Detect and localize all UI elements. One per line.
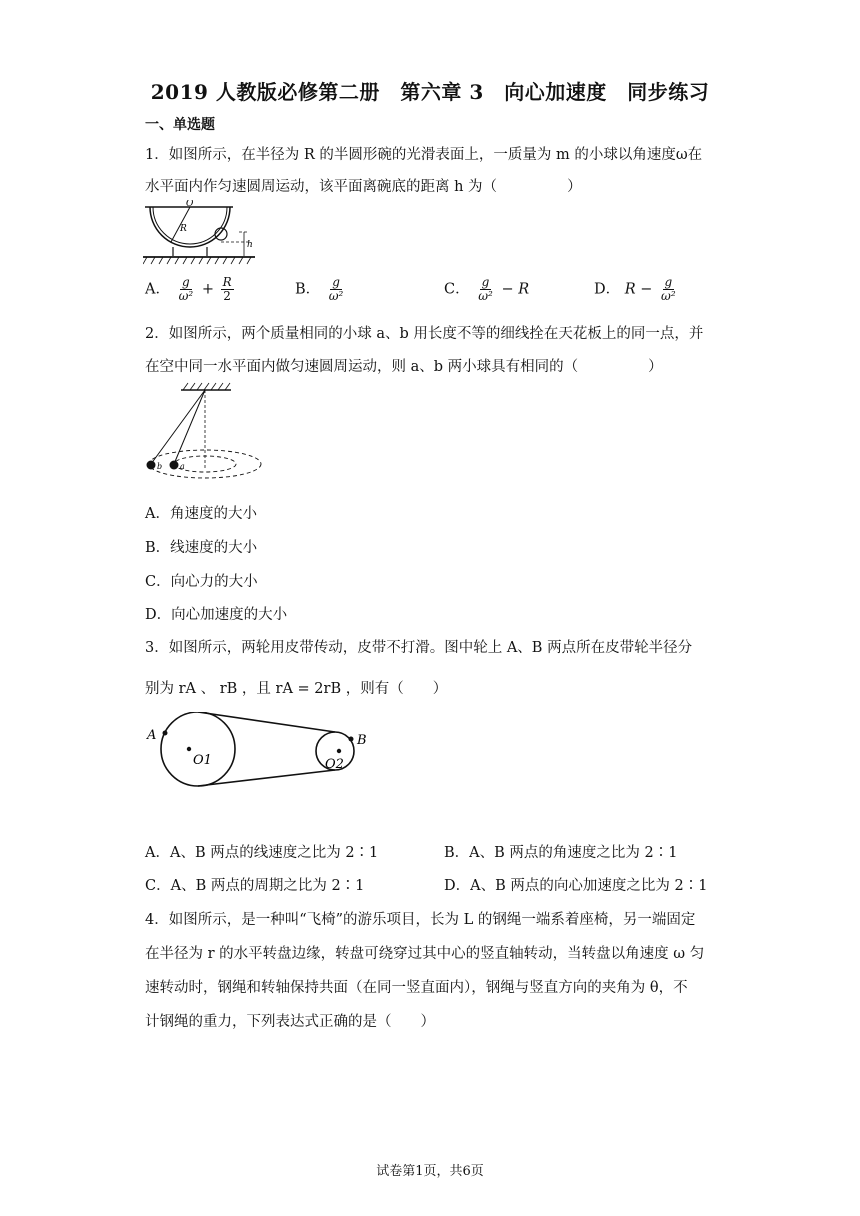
fig-label-h: h xyxy=(247,240,253,250)
fig-label-b: B xyxy=(357,733,367,748)
q1-option-d: D． R − $\frac{g}{\text{ω²}}$ xyxy=(594,275,676,303)
q4-stem-line3: 速转动时，钢绳和转轴保持共面（在同一竖直面内），钢绳与竖直方向的夹角为 θ，不 xyxy=(145,980,688,996)
section-heading: 一、单选题 xyxy=(145,117,215,133)
q2-option-a: A．角速度的大小 xyxy=(145,506,257,522)
q3-stem-line1: 3．如图所示，两轮用皮带传动，皮带不打滑。图中轮上 A、B 两点所在皮带轮半径分 xyxy=(145,640,693,656)
q2-option-b: B．线速度的大小 xyxy=(145,540,258,556)
page-footer: 试卷第1页，共6页 xyxy=(376,1164,484,1179)
q1-option-c: C． $\frac{g}{\text{ω²}}$ − R xyxy=(444,275,530,303)
q4-stem-line4: 计钢绳的重力，下列表达式正确的是（ ） xyxy=(145,1014,435,1030)
q1-option-a: A． $\frac{g}{\text{ω²}}$ + $\frac{R}{2}$ xyxy=(145,275,232,303)
q3-option-b: B．A、B 两点的角速度之比为 2∶1 xyxy=(444,845,678,861)
fig-label-o: O xyxy=(186,200,194,209)
q2-pendulum-figure xyxy=(143,380,268,480)
q1-stem-line2: 水平面内作匀速圆周运动，该平面离碗底的距离 h 为（ ） xyxy=(145,179,582,195)
q3-option-d: D．A、B 两点的向心加速度之比为 2∶1 xyxy=(444,878,708,894)
fig-label-a: a xyxy=(180,462,185,471)
q2-option-c: C．向心力的大小 xyxy=(145,574,258,590)
q3-stem-line2: 别为 rA 、 rB ，且 rA = 2rB ，则有（ ） xyxy=(145,681,448,697)
fig-label-o2: O2 xyxy=(325,757,344,772)
q2-stem-line1: 2．如图所示，两个质量相同的小球 a、b 用长度不等的细线拴在天花板上的同一点，并 xyxy=(145,326,704,342)
q3-option-c: C．A、B 两点的周期之比为 2∶1 xyxy=(145,878,365,894)
q4-stem-line2: 在半径为 r 的水平转盘边缘，转盘可绕穿过其中心的竖直轴转动，当转盘以角速度 ω 匀 xyxy=(145,946,705,962)
fig-label-r: R xyxy=(180,224,187,234)
fig-label-a: A xyxy=(147,728,157,743)
q1-option-b: B． $\frac{g}{\text{ω²}}$ xyxy=(295,275,344,303)
fig-label-b: b xyxy=(157,462,163,471)
q2-option-d: D．向心加速度的大小 xyxy=(145,607,288,623)
q4-stem-line1: 4．如图所示，是一种叫“飞椅”的游乐项目，长为 L 的钢绳一端系着座椅，另一端固定 xyxy=(145,912,696,928)
q1-stem-line1: 1．如图所示，在半径为 R 的半圆形碗的光滑表面上，一质量为 m 的小球以角速度ω在 xyxy=(145,147,703,163)
q2-stem-line2: 在空中同一水平面内做匀速圆周运动，则 a、b 两小球具有相同的（ ） xyxy=(145,359,663,375)
page-title: 2019 人教版必修第二册 第六章 3 向心加速度 同步练习 xyxy=(150,80,710,104)
q3-option-a: A．A、B 两点的线速度之比为 2∶1 xyxy=(145,845,379,861)
fig-label-o1: O1 xyxy=(193,753,212,768)
q1-bowl-figure xyxy=(143,200,258,270)
q3-belt-figure xyxy=(143,712,383,792)
